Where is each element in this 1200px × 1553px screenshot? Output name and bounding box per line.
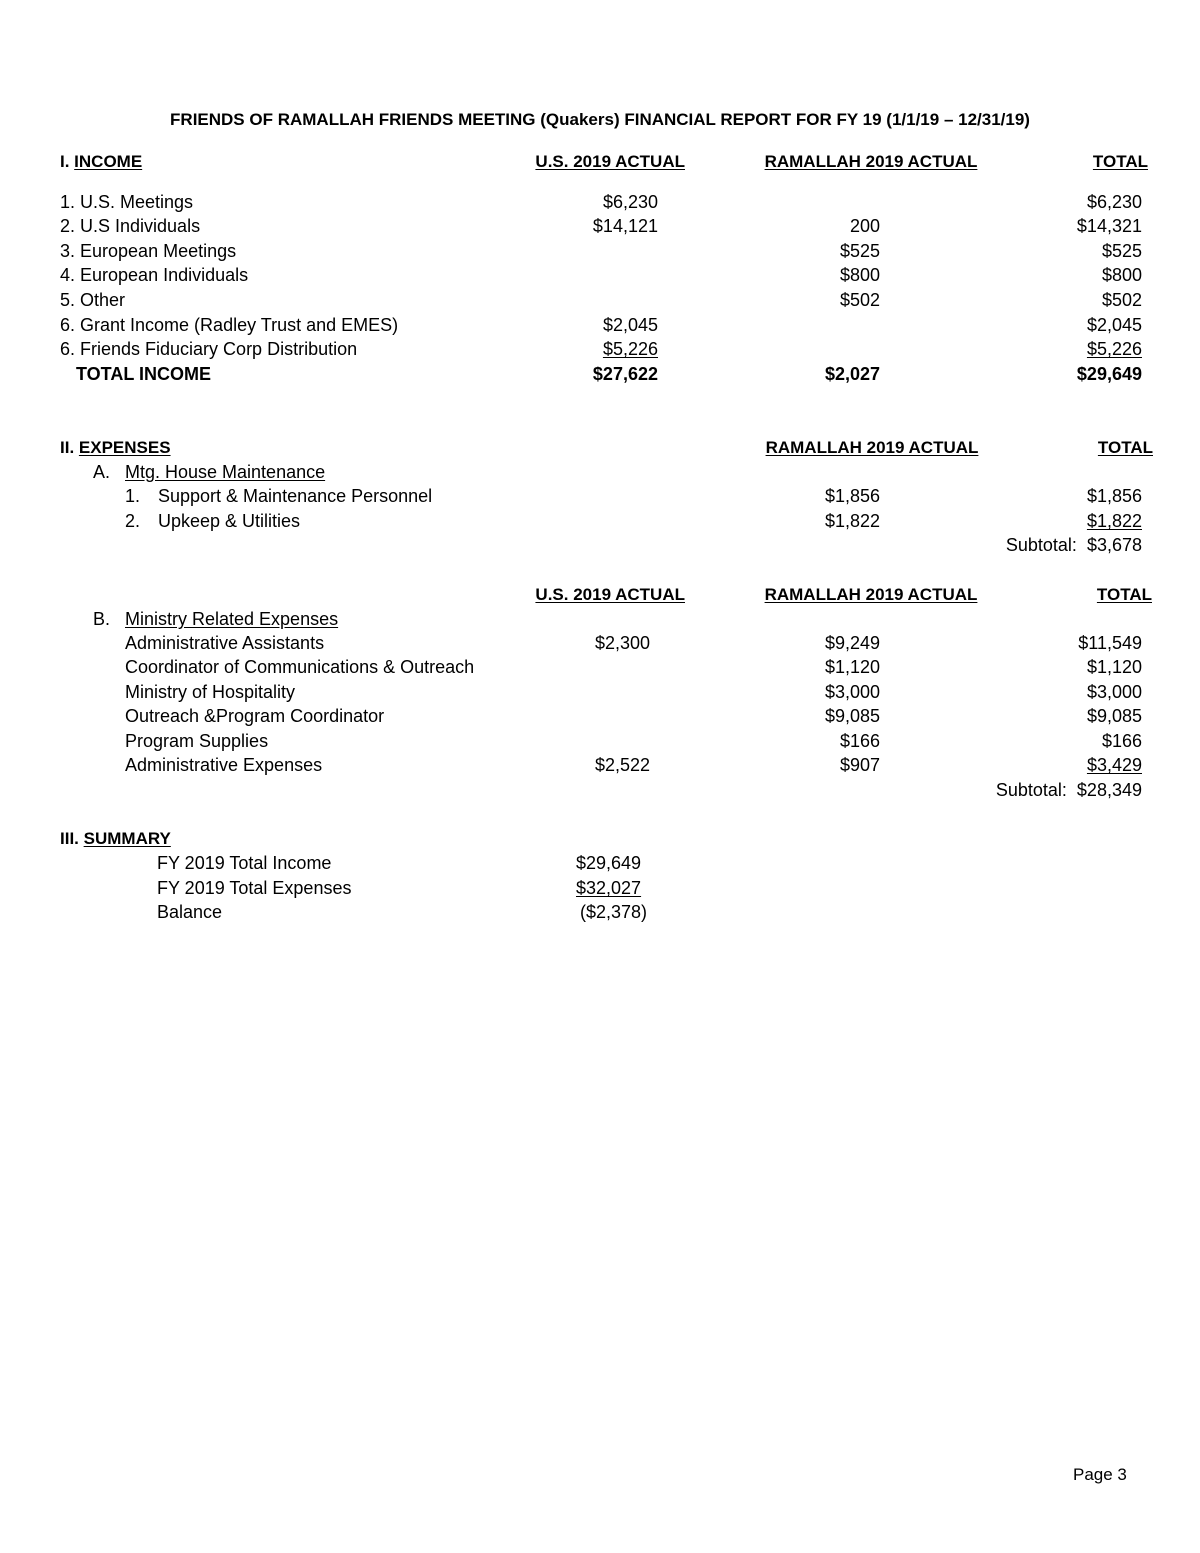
income-heading-text: INCOME <box>74 152 143 171</box>
income-row-label: 2. U.S Individuals <box>60 216 201 236</box>
section-b-row-label: Outreach &Program Coordinator <box>125 706 385 726</box>
section-a-row-ramallah: $1,856 <box>824 486 880 506</box>
total-income-label: TOTAL INCOME <box>76 364 211 384</box>
section-b-row-total: $11,549 <box>1078 633 1142 653</box>
section-b-row-us: $2,522 <box>594 755 650 775</box>
section-a-row-total-value: $1,822 <box>1086 511 1142 531</box>
summary-row-value-text: $32,027 <box>576 878 642 898</box>
section-b-row-ramallah: $3,000 <box>824 682 880 702</box>
section-a-row-total: $1,856 <box>1086 486 1142 506</box>
section-a-subtotal-value: $3,678 <box>1086 535 1142 555</box>
section-b-row-label: Program Supplies <box>125 731 269 751</box>
income-row-label: 3. European Meetings <box>60 241 237 261</box>
section-b-row-ramallah: $9,249 <box>824 633 880 653</box>
income-row-us: $6,230 <box>602 192 658 212</box>
summary-heading <box>60 828 171 850</box>
income-col-total: TOTAL <box>1092 152 1148 171</box>
section-b-row-total: $3,000 <box>1086 682 1142 702</box>
section-b-row-ramallah: $907 <box>839 755 880 775</box>
income-row-total: $6,230 <box>1086 192 1142 212</box>
income-row-total: $2,045 <box>1086 315 1142 335</box>
income-row-ramallah: 200 <box>849 216 880 236</box>
section-b-row-label: Coordinator of Communications & Outreach <box>125 657 475 677</box>
summary-row-value: $29,649 <box>576 853 642 873</box>
income-row-total: $502 <box>1101 290 1142 310</box>
summary-row-label: FY 2019 Total Income <box>157 853 332 873</box>
section-b-row-label: Ministry of Hospitality <box>125 682 296 702</box>
total-income-us: $27,622 <box>592 364 658 384</box>
section-b-row-total: $166 <box>1101 731 1142 751</box>
income-row-label: 4. European Individuals <box>60 265 249 285</box>
page-number: Page 3 <box>1073 1465 1127 1484</box>
section-a-letter: A. <box>93 462 111 482</box>
section-b-row-total: $9,085 <box>1086 706 1142 726</box>
income-col-ramallah: RAMALLAH 2019 ACTUAL <box>764 152 978 171</box>
summary-row-label: Balance <box>157 902 223 922</box>
income-row-label: 1. U.S. Meetings <box>60 192 194 212</box>
income-heading <box>60 151 142 173</box>
income-row-label: 6. Friends Fiduciary Corp Distribution <box>60 339 358 359</box>
income-row-total: $14,321 <box>1076 216 1142 236</box>
section-b-col-total: TOTAL <box>1096 585 1152 604</box>
total-income-ramallah: $2,027 <box>824 364 880 384</box>
section-a-row-label: Upkeep & Utilities <box>158 511 301 531</box>
income-row-ramallah: $502 <box>839 290 880 310</box>
income-row-total-value: $5,226 <box>1086 339 1142 359</box>
section-a-row-label: Support & Maintenance Personnel <box>158 486 433 506</box>
section-b-title: Ministry Related Expenses <box>125 609 339 629</box>
section-b-letter: B. <box>93 609 111 629</box>
section-b-col-ramallah: RAMALLAH 2019 ACTUAL <box>764 585 978 604</box>
section-b-subtotal-label: Subtotal: <box>995 780 1067 800</box>
section-b-subtotal <box>880 779 1142 801</box>
report-title: FRIENDS OF RAMALLAH FRIENDS MEETING (Quakers) FINANCIAL REPORT FOR FY 19 (1/1/19 – 12/31/19) <box>170 110 1030 129</box>
income-row-label: 6. Grant Income (Radley Trust and EMES) <box>60 315 399 335</box>
expenses-heading <box>60 437 171 459</box>
section-b-row-ramallah: $166 <box>839 731 880 751</box>
section-a-row-ramallah: $1,822 <box>824 511 880 531</box>
summary-row-label: FY 2019 Total Expenses <box>157 878 352 898</box>
section-a-row-num: 1. <box>125 486 141 506</box>
section-b-row-total-value: $3,429 <box>1086 755 1142 775</box>
summary-heading-text: SUMMARY <box>83 829 171 848</box>
income-row-us-value: $5,226 <box>602 339 658 359</box>
section-a-row-total <box>1020 510 1142 532</box>
income-row-total <box>1020 338 1142 360</box>
section-b-row-us: $2,300 <box>594 633 650 653</box>
section-b-row-ramallah: $9,085 <box>824 706 880 726</box>
summary-heading-prefix: III. <box>60 829 84 848</box>
expenses-col-total: TOTAL <box>1097 438 1153 457</box>
section-a-subtotal <box>900 534 1142 556</box>
section-b-row-label: Administrative Assistants <box>125 633 325 653</box>
income-row-ramallah: $800 <box>839 265 880 285</box>
section-a-row-num: 2. <box>125 511 141 531</box>
income-row-ramallah: $525 <box>839 241 880 261</box>
section-b-row-ramallah: $1,120 <box>824 657 880 677</box>
section-b-row-label: Administrative Expenses <box>125 755 323 775</box>
income-row-us: $2,045 <box>602 315 658 335</box>
section-a-title: Mtg. House Maintenance <box>125 462 326 482</box>
section-b-col-us: U.S. 2019 ACTUAL <box>535 585 685 604</box>
expenses-col-ramallah: RAMALLAH 2019 ACTUAL <box>765 438 979 457</box>
section-b-row-total: $1,120 <box>1086 657 1142 677</box>
income-row-label: 5. Other <box>60 290 126 310</box>
section-a-subtotal-label: Subtotal: <box>1005 535 1077 555</box>
section-b-row-total <box>1020 754 1142 776</box>
income-heading-prefix: I. <box>60 152 75 171</box>
expenses-heading-prefix: II. <box>60 438 79 457</box>
income-row-total: $800 <box>1101 265 1142 285</box>
total-income-total: $29,649 <box>1076 364 1142 384</box>
income-row-us <box>540 338 658 360</box>
expenses-heading-text: EXPENSES <box>78 438 171 457</box>
income-row-total: $525 <box>1101 241 1142 261</box>
summary-row-value <box>576 877 641 899</box>
section-b-subtotal-value: $28,349 <box>1076 780 1142 800</box>
summary-row-value: ($2,378) <box>580 902 648 922</box>
income-col-us: U.S. 2019 ACTUAL <box>535 152 685 171</box>
income-row-us: $14,121 <box>592 216 658 236</box>
